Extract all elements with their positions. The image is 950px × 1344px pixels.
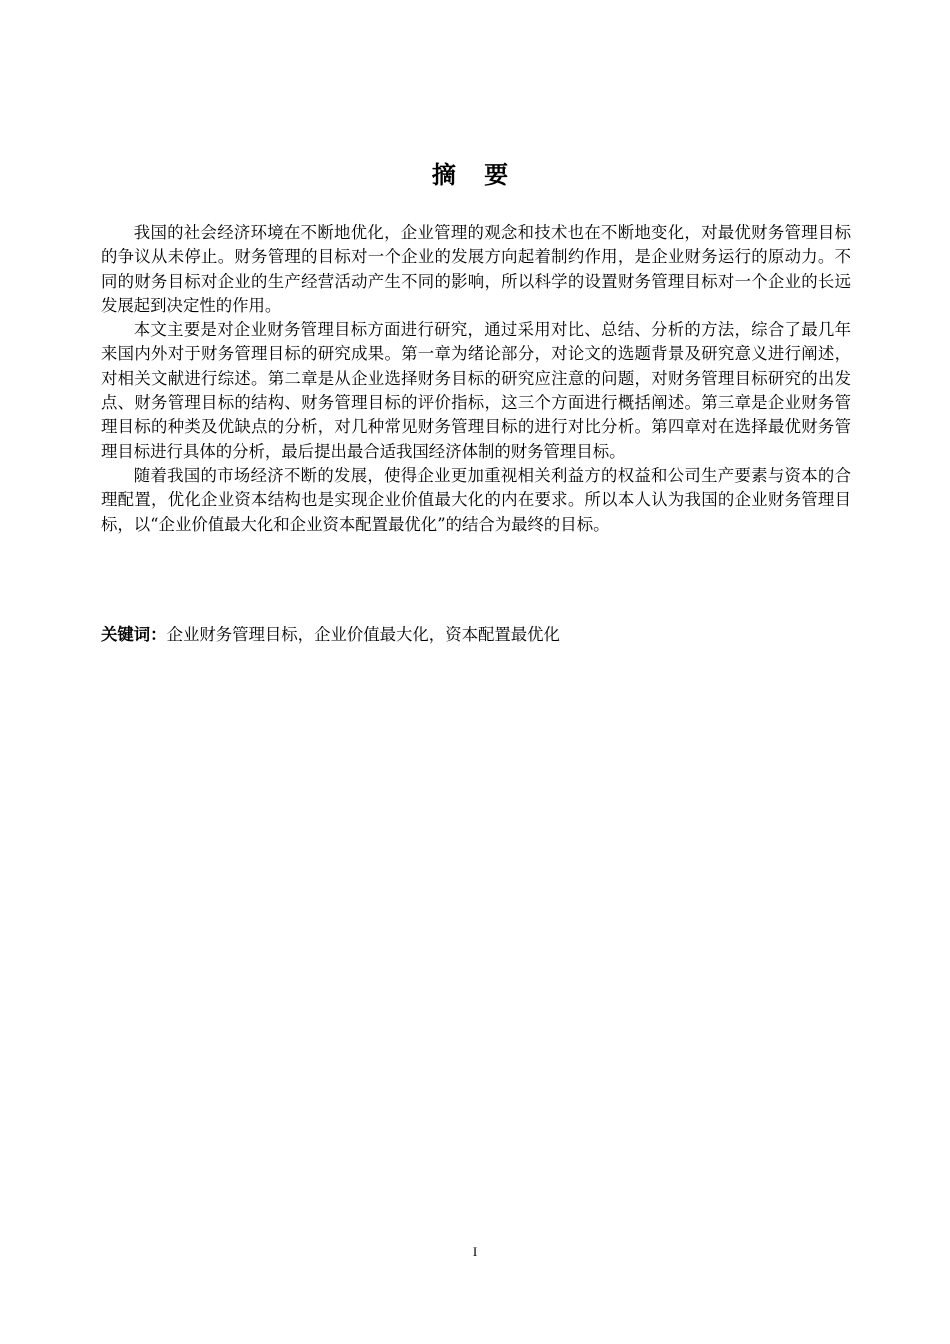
abstract-body xyxy=(101,221,851,537)
abstract-paragraph-2: 本文主要是对企业财务管理目标方面进行研究，通过采用对比、总结、分析的方法，综合了最几年来国内外对于财务管理目标的研究成果。第一章为绪论部分，对论文的选题背景及研究意义进行阐述，对相关文献进行综述。第二章是从企业选择财务目标的研究应注意的问题，对财务管理目标研究的出发点、财务管理目标的结构、财务管理目标的评价指标，这三个方面进行概括阐述。第三章是企业财务管理目标的种类及优缺点的分析，对几种常见财务管理目标的进行对比分析。第四章对在选择最优财务管理目标进行具体的分析，最后提出最合适我国经济体制的财务管理目标。 xyxy=(101,320,851,461)
keywords-label: 关键词： xyxy=(101,625,167,644)
keywords-line xyxy=(101,623,851,647)
keywords-list: 企业财务管理目标，企业价值最大化，资本配置最优化 xyxy=(166,625,560,644)
page-number: I xyxy=(472,1244,478,1259)
abstract-title: 摘 要 xyxy=(431,161,519,189)
abstract-paragraph-3: 随着我国的市场经济不断的发展，使得企业更加重视相关利益方的权益和公司生产要素与资本的合理配置，优化企业资本结构也是实现企业价值最大化的内在要求。所以本人认为我国的企业财务管理目标，以“企业价值最大化和企业资本配置最优化”的结合为最终的目标。 xyxy=(101,465,851,534)
abstract-paragraph-1: 我国的社会经济环境在不断地优化，企业管理的观念和技术也在不断地变化，对最优财务管理目标的争议从未停止。财务管理的目标对一个企业的发展方向起着制约作用，是企业财务运行的原动力。不同的财务目标对企业的生产经营活动产生不同的影响，所以科学的设置财务管理目标对一个企业的长远发展起到决定性的作用。 xyxy=(101,223,851,315)
